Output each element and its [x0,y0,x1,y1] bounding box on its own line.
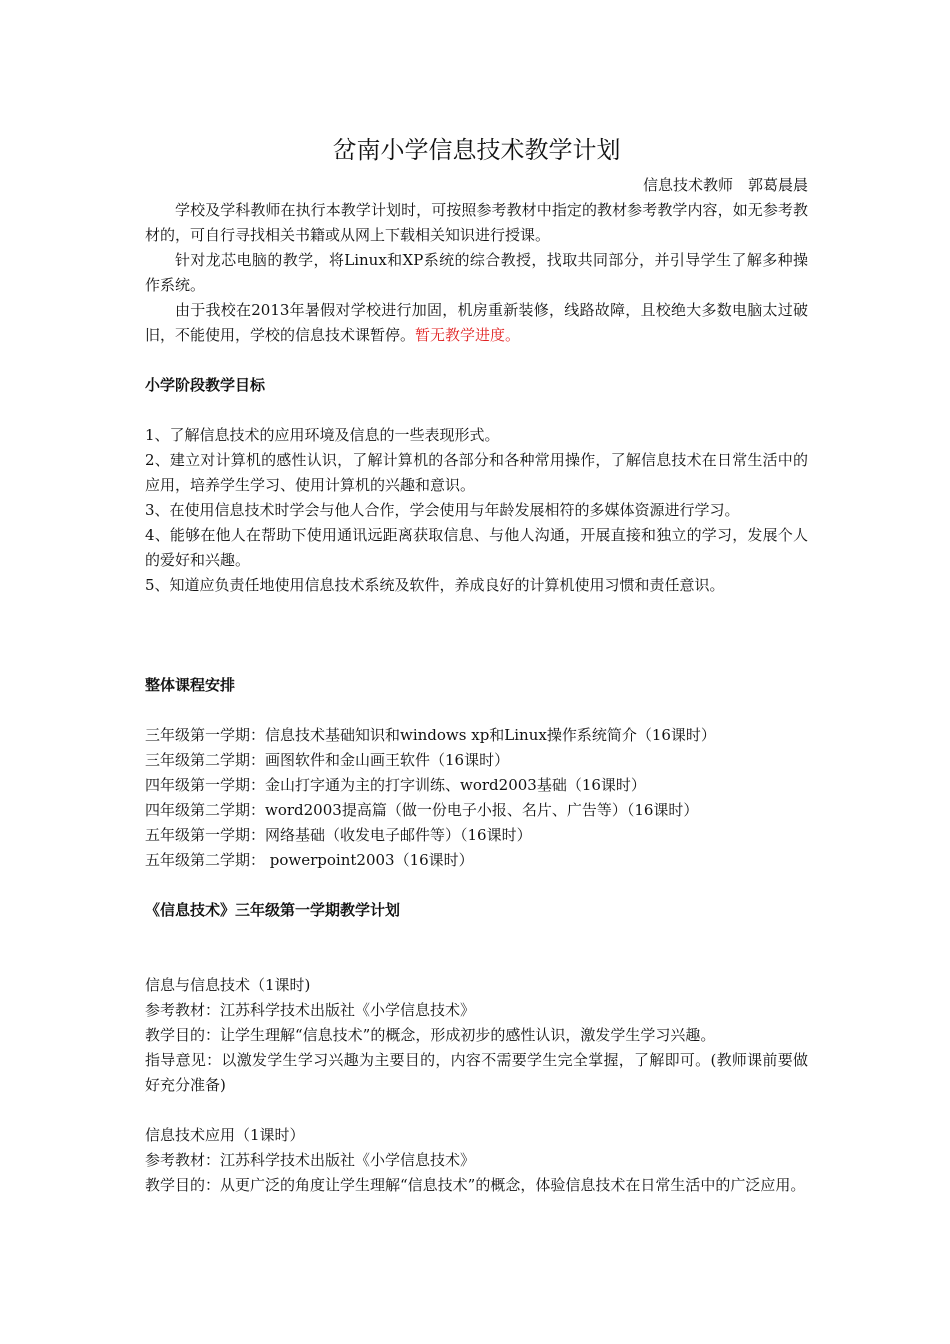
document-title: 岔南小学信息技术教学计划 [332,136,621,164]
goal-item: 2、建立对计算机的感性认识，了解计算机的各部分和各种常用操作，了解信息技术在日常生活中的应用，培养学生学习、使用计算机的兴趣和意识。 [145,451,808,494]
course-list [145,723,808,873]
course-item: 五年级第一学期：网络基础（收发电子邮件等）（16课时） [145,826,532,844]
goals-heading: 小学阶段教学目标 [145,376,266,394]
course-item: 四年级第一学期：金山打字通为主的打字训练、word2003基础（16课时） [145,776,646,794]
lesson-goal: 教学目的：从更广泛的角度让学生理解“信息技术”的概念，体验信息技术在日常生活中的广泛应用。 [145,1176,806,1194]
lesson-title: 信息与信息技术（1课时) [145,976,311,994]
lesson-2 [145,1123,808,1198]
intro-paragraph-2: 针对龙芯电脑的教学，将Linux和XP系统的综合教授，找取共同部分，并引导学生了解多种操作系统。 [145,251,808,294]
lesson-material: 参考教材：江苏科学技术出版社《小学信息技术》 [145,1001,476,1019]
lesson-advice: 指导意见：以激发学生学习兴趣为主要目的，内容不需要学生完全掌握，了解即可。(教师课前要做好充分准备) [145,1051,808,1094]
lesson-title: 信息技术应用（1课时） [145,1126,305,1144]
course-item: 三年级第一学期：信息技术基础知识和windows xp和Linux操作系统简介（16课时） [145,726,716,744]
goal-item: 1、了解信息技术的应用环境及信息的一些表现形式。 [145,426,500,444]
intro-paragraph-3 [145,298,808,348]
intro-paragraph-1: 学校及学科教师在执行本教学计划时，可按照参考教材中指定的教材参考教学内容，如无参考教材的，可自行寻找相关书籍或从网上下载相关知识进行授课。 [145,201,808,244]
goals-list [145,423,808,598]
no-progress-note: 暂无教学进度。 [415,326,521,344]
goal-item: 4、能够在他人在帮助下使用通讯远距离获取信息、与他人沟通，开展直接和独立的学习，发展个人的爱好和兴趣。 [145,526,808,569]
courses-heading: 整体课程安排 [145,676,236,694]
intro-paragraph-3-text: 由于我校在2013年暑假对学校进行加固，机房重新装修，线路故障，且校绝大多数电脑太过破旧，不能使用，学校的信息技术课暂停。 [145,301,808,344]
goal-item: 3、在使用信息技术时学会与他人合作，学会使用与年龄发展相符的多媒体资源进行学习。 [145,501,740,519]
author-line: 信息技术教师 郭葛晨晨 [642,176,808,194]
lesson-1 [145,973,808,1098]
course-item: 三年级第二学期：画图软件和金山画王软件（16课时） [145,751,510,769]
course-item: 四年级第二学期：word2003提高篇（做一份电子小报、名片、广告等）（16课时） [145,801,699,819]
lesson-material: 参考教材：江苏科学技术出版社《小学信息技术》 [145,1151,476,1169]
plan-heading: 《信息技术》三年级第一学期教学计划 [145,901,401,919]
goal-item: 5、知道应负责任地使用信息技术系统及软件，养成良好的计算机使用习惯和责任意识。 [145,576,725,594]
lesson-goal: 教学目的：让学生理解“信息技术”的概念，形成初步的感性认识，激发学生学习兴趣。 [145,1026,716,1044]
course-item: 五年级第二学期： powerpoint2003（16课时） [145,851,474,869]
document-page [145,131,808,1198]
